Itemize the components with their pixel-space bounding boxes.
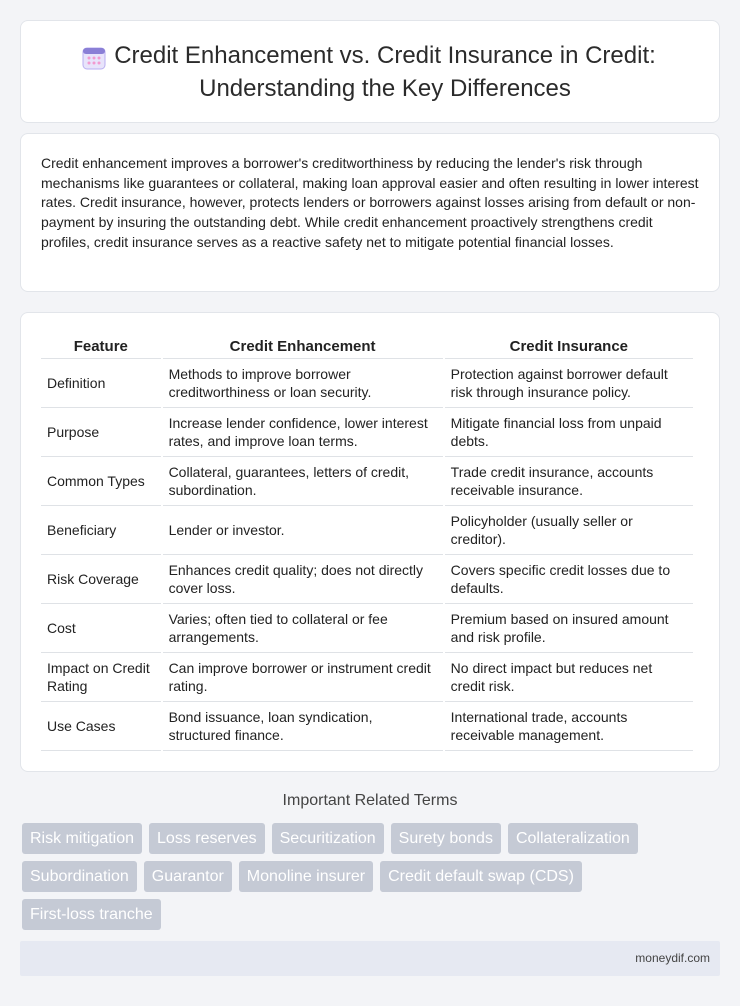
- feature-cell: Impact on Credit Rating: [41, 653, 161, 702]
- tag-guarantor[interactable]: Guarantor: [144, 861, 232, 892]
- feature-cell: Risk Coverage: [41, 555, 161, 604]
- header-credit-enhancement: Credit Enhancement: [163, 333, 443, 359]
- footer-site-link[interactable]: moneydif.com: [635, 951, 710, 965]
- footer: [20, 941, 720, 976]
- credit-enhancement-cell: Methods to improve borrower creditworthiness or loan security.: [163, 359, 443, 408]
- credit-enhancement-cell: Collateral, guarantees, letters of credit, subordination.: [163, 457, 443, 506]
- related-terms-title: Important Related Terms: [282, 792, 458, 809]
- table-row: [41, 604, 693, 653]
- tag-risk-mitigation[interactable]: Risk mitigation: [22, 823, 142, 854]
- credit-insurance-cell: Premium based on insured amount and risk profile.: [445, 604, 693, 653]
- table-row: [41, 702, 693, 751]
- tag-first-loss-tranche[interactable]: First-loss tranche: [22, 899, 161, 930]
- page-title: Credit Enhancement vs. Credit Insurance in Credit: Understanding the Key Differences: [114, 41, 656, 102]
- header-credit-insurance: Credit Insurance: [445, 333, 693, 359]
- credit-enhancement-cell: Can improve borrower or instrument credit rating.: [163, 653, 443, 702]
- feature-cell: Purpose: [41, 408, 161, 457]
- table-row: [41, 408, 693, 457]
- feature-cell: Definition: [41, 359, 161, 408]
- header-feature: Feature: [41, 333, 161, 359]
- credit-enhancement-cell: Enhances credit quality; does not directly cover loss.: [163, 555, 443, 604]
- tag-loss-reserves[interactable]: Loss reserves: [149, 823, 265, 854]
- credit-insurance-cell: Covers specific credit losses due to defaults.: [445, 555, 693, 604]
- tag-collateralization[interactable]: Collateralization: [508, 823, 638, 854]
- table-row: [41, 359, 693, 408]
- table-row: [41, 506, 693, 555]
- credit-insurance-cell: International trade, accounts receivable management.: [445, 702, 693, 751]
- table-row: [41, 653, 693, 702]
- tag-credit-default-swap[interactable]: Credit default swap (CDS): [380, 861, 582, 892]
- intro-card: [20, 133, 720, 292]
- intro-paragraph: Credit enhancement improves a borrower's creditworthiness by reducing the lender's risk through mechanisms like guarantees or collateral, making loan approval easier and often resulting in lower interest rates. Credit insurance, however, protects lenders or borrowers against losses arising from default or non-payment by insuring the outstanding debt. While credit enhancement proactively strengthens credit profiles, credit insurance serves as a reactive safety net to mitigate potential financial losses.: [41, 155, 699, 250]
- credit-insurance-cell: Mitigate financial loss from unpaid debts.: [445, 408, 693, 457]
- feature-cell: Use Cases: [41, 702, 161, 751]
- table-header-row: [41, 333, 693, 359]
- credit-insurance-cell: Policyholder (usually seller or creditor).: [445, 506, 693, 555]
- credit-enhancement-cell: Increase lender confidence, lower interest rates, and improve loan terms.: [163, 408, 443, 457]
- table-row: [41, 555, 693, 604]
- credit-enhancement-cell: Bond issuance, loan syndication, structured finance.: [163, 702, 443, 751]
- table-row: [41, 457, 693, 506]
- feature-cell: Beneficiary: [41, 506, 161, 555]
- credit-enhancement-cell: Varies; often tied to collateral or fee arrangements.: [163, 604, 443, 653]
- feature-cell: Common Types: [41, 457, 161, 506]
- header-card: [20, 20, 720, 123]
- credit-insurance-cell: Trade credit insurance, accounts receivable insurance.: [445, 457, 693, 506]
- credit-enhancement-cell: Lender or investor.: [163, 506, 443, 555]
- comparison-table: [39, 333, 695, 751]
- comparison-card: [20, 312, 720, 772]
- tag-subordination[interactable]: Subordination: [22, 861, 137, 892]
- tag-surety-bonds[interactable]: Surety bonds: [391, 823, 501, 854]
- tag-monoline-insurer[interactable]: Monoline insurer: [239, 861, 373, 892]
- feature-cell: Cost: [41, 604, 161, 653]
- credit-insurance-cell: Protection against borrower default risk through insurance policy.: [445, 359, 693, 408]
- tag-securitization[interactable]: Securitization: [272, 823, 384, 854]
- credit-insurance-cell: No direct impact but reduces net credit risk.: [445, 653, 693, 702]
- related-terms-tags: [22, 823, 722, 930]
